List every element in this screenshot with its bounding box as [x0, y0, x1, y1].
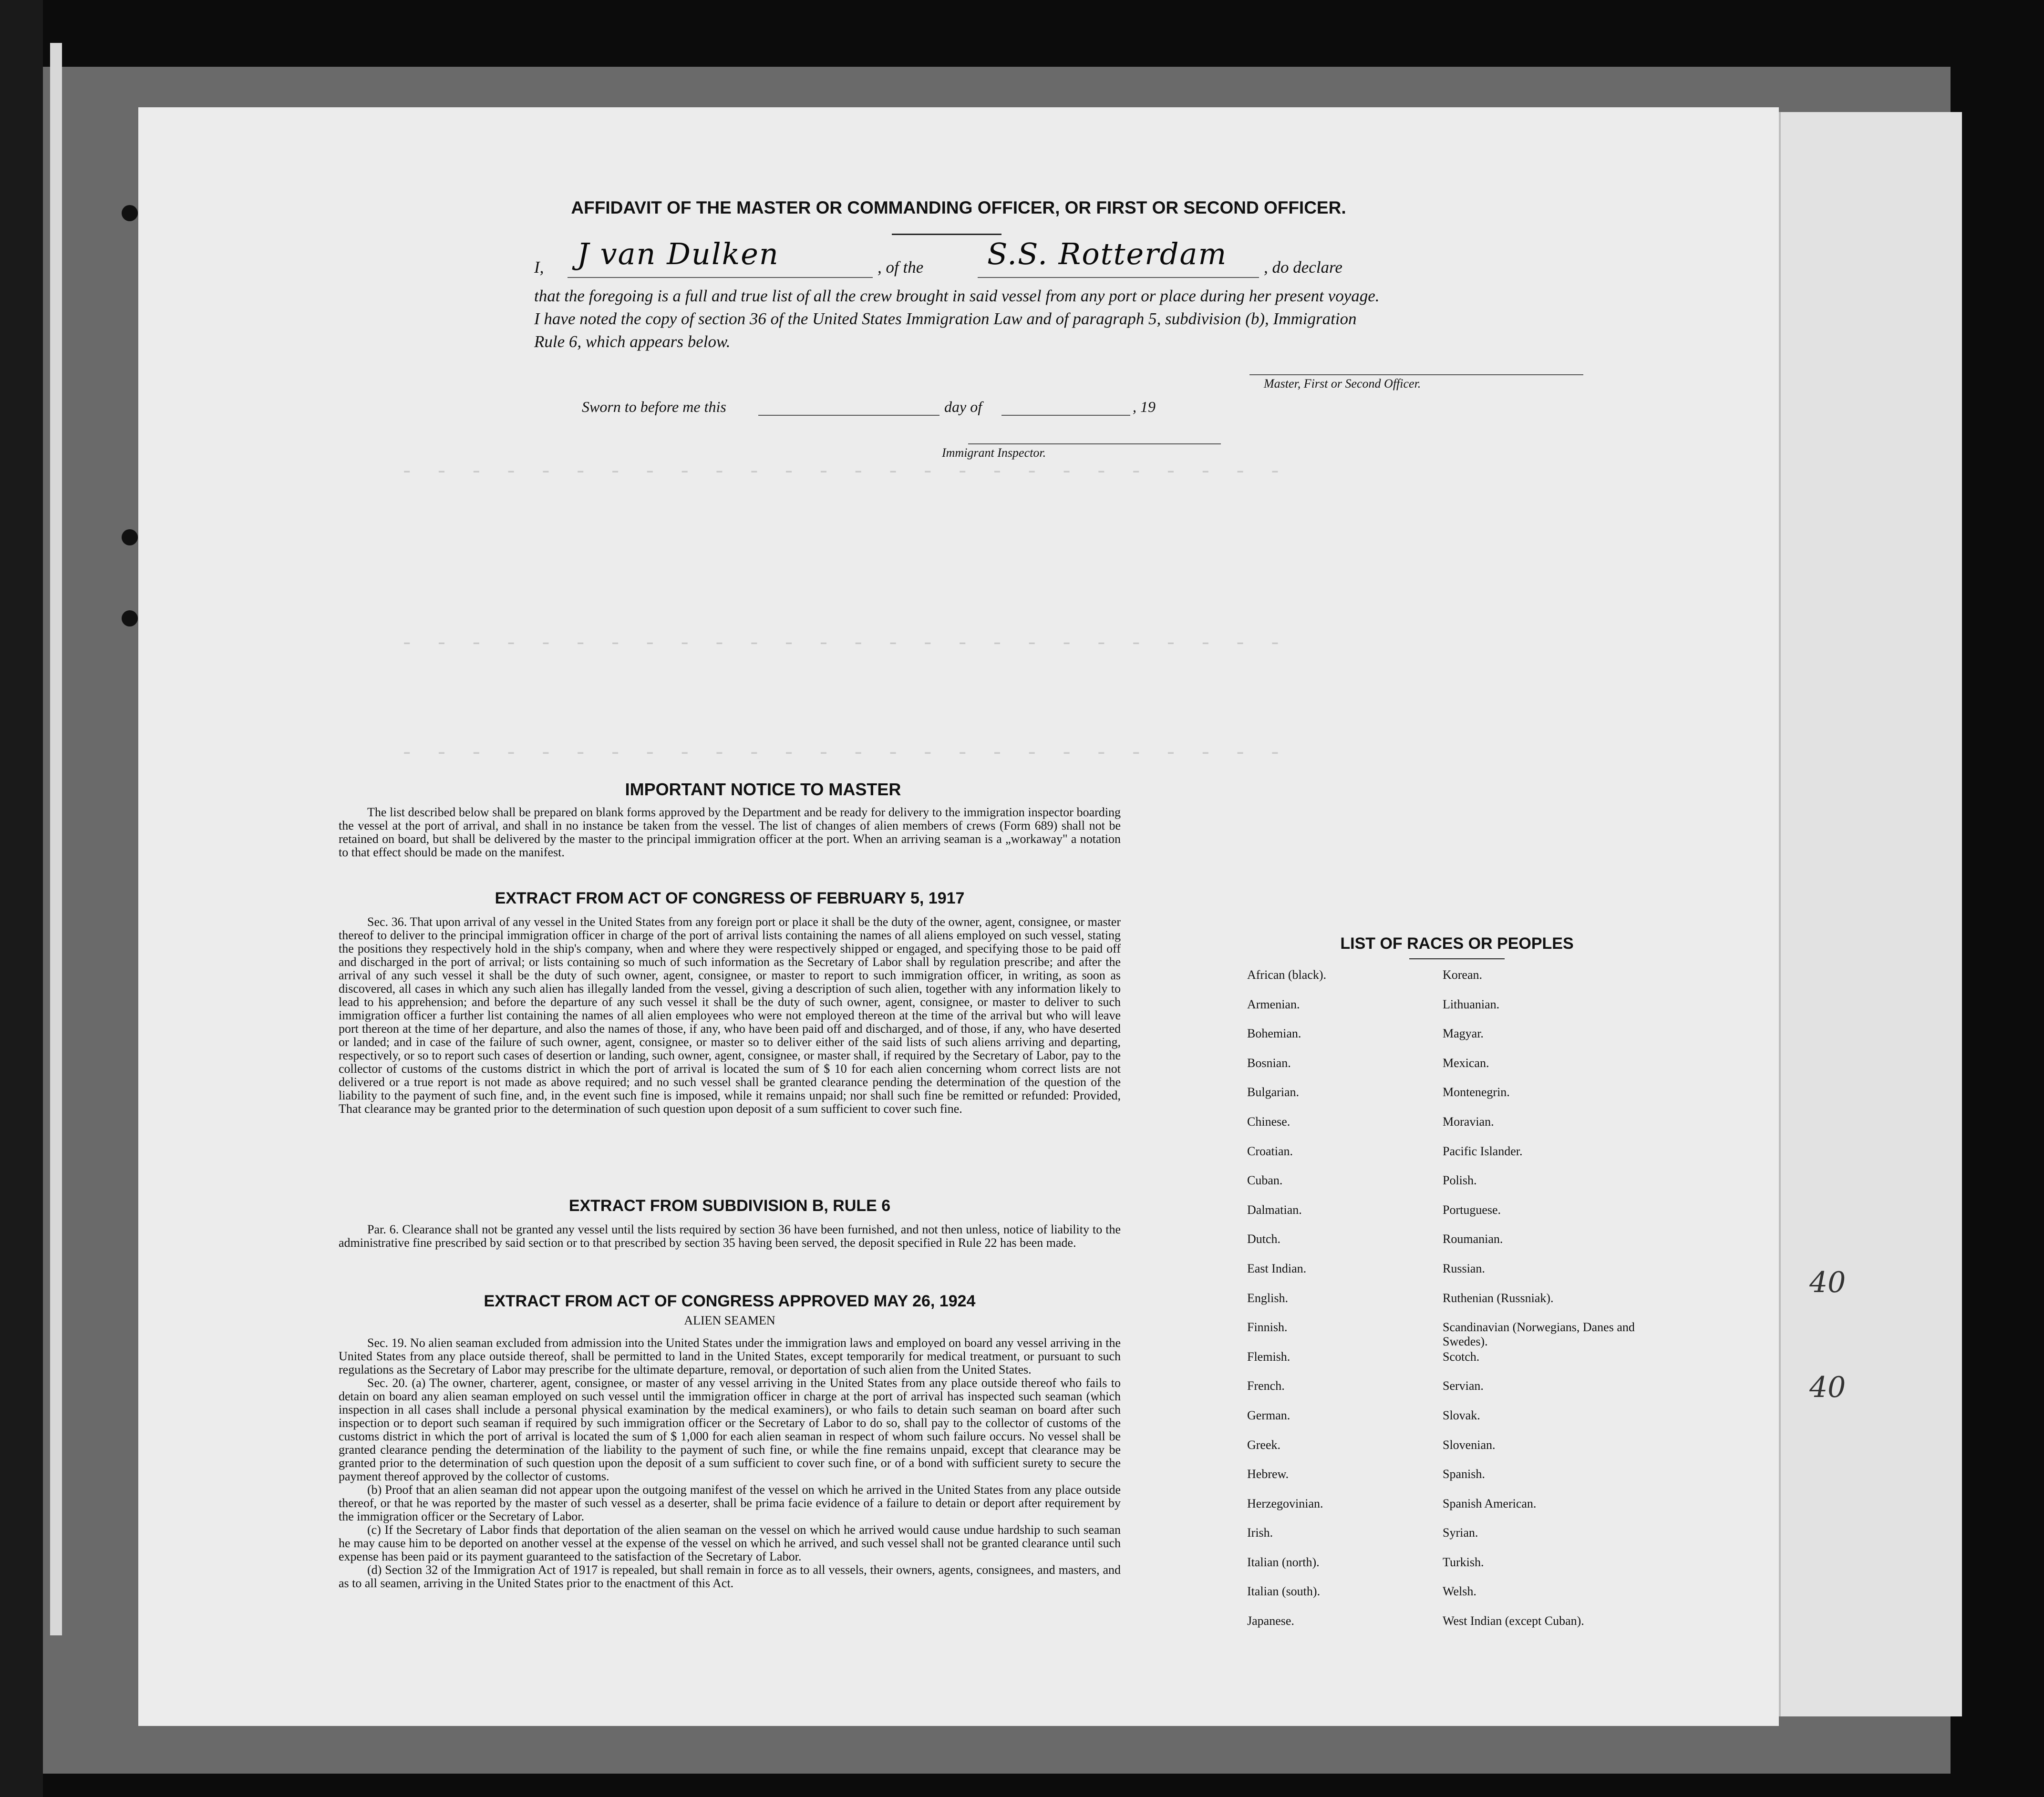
title-rule — [892, 234, 1001, 235]
race-item: East Indian. — [1247, 1261, 1307, 1275]
signature-label: Master, First or Second Officer. — [1264, 377, 1421, 390]
binding-hole — [122, 205, 138, 221]
affidavit-line-4: Rule 6, which appears below. — [534, 332, 731, 351]
race-item: Croatian. — [1247, 1144, 1293, 1158]
race-item: German. — [1247, 1408, 1290, 1422]
race-item: Irish. — [1247, 1526, 1273, 1540]
race-item: Servian. — [1443, 1379, 1484, 1393]
races-title: LIST OF RACES OR PEOPLES — [1340, 934, 1574, 953]
page-edge-strip — [50, 43, 62, 1635]
race-item: Syrian. — [1443, 1526, 1478, 1540]
race-item: Roumanian. — [1443, 1232, 1503, 1246]
race-item: Moravian. — [1443, 1114, 1494, 1129]
race-item: Pacific Islander. — [1443, 1144, 1523, 1158]
race-item: West Indian (except Cuban). — [1443, 1614, 1584, 1628]
extract-rule6-title: EXTRACT FROM SUBDIVISION B, RULE 6 — [568, 1197, 891, 1215]
extract-rule6-text: Par. 6. Clearance shall not be granted any vessel until the lists required by section 36 have been furnished, and not then unless, notice of liability to the administrative fine prescribed by said section or to that prescribed by section 35 having been served, the deposit specified in Rule 22 has been made. — [339, 1222, 1121, 1250]
race-item: Spanish. — [1443, 1467, 1485, 1481]
race-item: Flemish. — [1247, 1349, 1290, 1364]
affidavit-line-3: I have noted the copy of section 36 of the United States Immigration Law and of paragraph 5, subdivision (b), Immigration — [534, 309, 1357, 328]
race-item: Armenian. — [1247, 997, 1300, 1011]
race-item: Italian (south). — [1247, 1584, 1321, 1599]
extract-1924-title: EXTRACT FROM ACT OF CONGRESS APPROVED MAY 26, 1924 — [484, 1292, 976, 1310]
year-label: , 19 — [1133, 398, 1156, 415]
race-item: Lithuanian. — [1443, 997, 1500, 1011]
sworn-month-line — [1001, 415, 1130, 416]
race-item: Portuguese. — [1443, 1202, 1501, 1217]
notice-title: IMPORTANT NOTICE TO MASTER — [625, 780, 901, 799]
vessel-name-handwritten: S.S. Rotterdam — [987, 236, 1228, 271]
race-item: Bulgarian. — [1247, 1085, 1300, 1099]
binding-hole — [122, 610, 138, 626]
race-item: French. — [1247, 1379, 1285, 1393]
scan-left-edge — [0, 0, 43, 1797]
race-item: Slovak. — [1443, 1408, 1480, 1422]
race-item: Russian. — [1443, 1261, 1485, 1275]
race-item: Chinese. — [1247, 1114, 1290, 1129]
race-item: Herzegovinian. — [1247, 1496, 1323, 1510]
extract-1917-text: Sec. 36. That upon arrival of any vessel in the United States from any foreign port or place it shall be the duty of the owner, agent, consignee, or master thereof to deliver to the principal immigration officer in charge of the port of arrival lists containing the names of all aliens employed on such vessel, stating the positions they respectively hold in the ship's company, when and where they were respectively shipped or engaged, and specifying those to be paid off and discharged in the port of arrival; or lists containing so much of such information as the Secretary of Labor shall by regulation prescribe; and after the arrival of any such vessel it shall be the duty of such owner, agent, consignee, or master to report to such immigration officer, in writing, as soon as discovered, all cases in which any such alien has illegally landed from the vessel, giving a description of such alien, together with any information likely to lead to his apprehension; and before the departure of any such vessel it shall be the duty of such owner, agent, consignee, or master to deliver to such immigration officer a further list containing the names of all alien employees who were not employed thereon at the time of the arrival but who will leave port thereon at the time of her departure, and also the names of those, if any, who have been paid off and discharged, and of those, if any, who have deserted or landed; and in case of the failure of such owner, agent, consignee, or master so to deliver either of the said lists of such aliens arriving and departing, respectively, or so to report such cases of desertion or landing, such owner, agent, consignee, or master shall, if required by the Secretary of Labor, pay to the collector of customs of the customs district in which the port of arrival is located the sum of $ 10 for each alien concerning whom correct lists are not delivered or a true report is not made as above required; and no such vessel shall be granted clearance pending the determination of the question of the liability to the payment of such fine, and, in the event such fine is imposed, while it remains unpaid; nor shall such fine be remitted or refunded: Provided, That clearance may be granted prior to the determination of such question upon deposit of a sum sufficient to cover such fine. — [339, 915, 1121, 1116]
name-fill-line — [568, 277, 873, 278]
race-item: Welsh. — [1443, 1584, 1476, 1599]
races-title-rule — [1409, 958, 1505, 959]
extract-1924-subtitle: ALIEN SEAMEN — [684, 1314, 775, 1327]
race-item: Polish. — [1443, 1173, 1477, 1188]
race-item: Finnish. — [1247, 1320, 1288, 1335]
day-of-label: day of — [944, 398, 982, 415]
master-name-handwritten: J van Dulken — [577, 236, 779, 271]
inspector-label: Immigrant Inspector. — [942, 446, 1046, 460]
affidavit-title: AFFIDAVIT OF THE MASTER OR COMMANDING OFFICER, OR FIRST OR SECOND OFFICER. — [571, 198, 1346, 217]
race-item: Greek. — [1247, 1438, 1281, 1452]
races-right-column — [1443, 968, 1643, 1643]
bleed-through: - - - - - - - - - - - - - - - - - - - - - - - - - - — [401, 460, 1286, 484]
inspector-signature-line — [968, 443, 1221, 444]
bleed-through: - - - - - - - - - - - - - - - - - - - - - - - - - - — [401, 632, 1286, 656]
race-item: Slovenian. — [1443, 1438, 1496, 1452]
race-item: Cuban. — [1247, 1173, 1283, 1188]
race-item: Spanish American. — [1443, 1496, 1537, 1510]
race-item: Scandinavian (Norwegians, Danes and Swedes). — [1443, 1320, 1635, 1349]
race-item: Ruthenian (Russniak). — [1443, 1291, 1554, 1305]
race-item: Japanese. — [1247, 1614, 1294, 1628]
signature-line — [1249, 374, 1583, 375]
race-item: Turkish. — [1443, 1555, 1484, 1569]
manifest-page: - - - - - - - - - - - - - - - - - - - - - - - - - - - - - - - - - - - - - - - - - - - - - - - - - - - - - - - - - - - - - - - - - - - - - - - - - - - - - - AFFIDAVIT OF THE MASTER OR COMMANDING OFFICER, OR FIRST OR SECOND OFFICER. I, J van Dulken , of the S.S. Rotterdam , do declare that the foregoing is a full and true list of all the crew brought in said vessel from any port or place during her present voyage. I have noted the copy of section 36 of the United States Immigration Law and of paragraph 5, subdivision (b), Immigration Rule 6, which appears below. Master, First or Second Officer. Sworn to before me this day of , 19 Immigrant Inspector. IMPORTANT NOTICE TO MASTER The list described below shall be prepared on blank forms approved by the Department and be ready for delivery to the immigration inspector boarding the vessel at the port of arrival, and shall in no instance be taken from the vessel. The list of changes of alien members of crews (Form 689) shall not be retained on board, but shall be delivered by the master to the principal immigration officer at the port. When an arriving seaman is a „workaway" a notation to that effect should be made on the manifest. EXTRACT FROM ACT OF CONGRESS OF FEBRUARY 5, 1917 Sec. 36. That upon arrival of any vessel in the United States from any foreign port or place it shall be the duty of the owner, agent, consignee, or master thereof to deliver to the principal immigration officer in charge of the port of arrival lists containing the names of all aliens employed on such vessel, stating the positions they respectively hold in the ship's company, when and where they were respectively shipped or engaged, and specifying those to be paid off and discharged in the port of arrival; or lists containing so much of such information as the Secretary of Labor shall by regulation prescribe; and after the arrival of any such vessel it shall be the duty of such owner, agent, consignee, or master to report to such immigration officer, in writing, as soon as discovered, all cases in which any such alien has illegally landed from the vessel, giving a description of such alien, together with any information likely to lead to his apprehension; and before the departure of any such vessel it shall be the duty of such owner, agent, consignee, or master to deliver to such immigration officer a further list containing the names of all alien employees who were not employed thereon at the time of the arrival but who will leave port thereon at the time of her departure, and also the names of those, if any, who have been paid off and discharged, and of those, if any, who have deserted or landed; and in case of the failure of such owner, agent, consignee, or master so to deliver either of the said lists of such aliens arriving and departing, respectively, or so to report such cases of desertion or landing, such owner, agent, consignee, or master shall, if required by the Secretary of Labor, pay to the collector of customs of the customs district in which the port of arrival is located the sum of $ 10 for each alien concerning whom correct lists are not delivered or a true report is not made as above required; and no such vessel shall be granted clearance pending the determination of the question of the liability to the payment of such fine, and, in the event such fine is imposed, while it remains unpaid; nor shall such fine be remitted or refunded: Provided, That clearance may be granted prior to the determination of such question upon deposit of a sum sufficient to cover such fine. EXTRACT FROM SUBDIVISION B, RULE 6 Par. 6. Clearance shall not be granted any vessel until the lists required by section 36 have been furnished, and not then unless, notice of liability to the administrative fine prescribed by said section or to that prescribed by section 35 having been served, the deposit specified in Rule 22 has been made. EXTRACT FROM ACT OF CONGRESS APPROVED MAY 26, 1924 ALIEN SEAMEN Sec. 19. No alien seaman excluded from admission into the United States under the immigration laws and employed on board any vessel arriving in the United States from any place outside thereof, shall be permitted to land in the United States, except temporarily for medical treatment, or pursuant to such regulations as the Secretary of Labor may prescribe for the ultimate departure, removal, or deportation of such alien from the United States. Sec. 20. (a) The owner, charterer, agent, consignee, or master of any vessel arriving in the United States from any place outside thereof who fails to detain on board any alien seaman employed on such vessel until the immigration officer in charge at the port of arrival has inspected such seaman (which inspection in all cases shall include a personal physical examination by the medical examiners), or who fails to detain such seaman on board after such inspection or to deport such seaman if required by such immigration officer or the Secretary of Labor to do so, shall pay to the collector of customs of the customs district in which the port of arrival is located the sum of $ 1,000 for each alien seaman in respect of whom such failure occurs. No vessel shall be granted clearance pending the determination of the liability to the payment of such fine, or while the fine remains unpaid, except that clearance may be granted prior to the determination of such question upon the deposit of a sum sufficient to cover such fine, or of a bond with sufficient surety to secure the payment thereof approved by the collector of customs. (b) Proof that an alien seaman did not appear upon the outgoing manifest of the vessel on which he arrived in the United States from any place outside thereof, or that he was reported by the master of such vessel as a deserter, shall be prima facie evidence of a failure to detain or deport after requirement by the immigration officer or the Secretary of Labor. (c) If the Secretary of Labor finds that deportation of the alien seaman on the vessel on which he arrived would cause undue hardship to such seaman he may cause him to be deported on another vessel at the expense of the vessel on which he arrived, and such vessel shall not be granted clearance until such expense has been paid or its payment guaranteed to the satisfaction of the Secretary of Labor. (d) Section 32 of the Immigration Act of 1917 is repealed, but shall remain in force as to all vessels, their owners, agents, consignees, and masters, and as to all seamen, arriving in the United States prior to the enactment of this Act. LIST OF RACES OR PEOPLES African (black). Armenian. Bohemian. Bosnian. Bulgarian. Chinese. Croatian. Cuban. Dalmatian. Dutch. East Indian. English. Finnish. Flemish. French. German. Greek. Hebrew. Herzegovinian. Irish. Italian (north). Italian (south). Japanese. Korean. Lithuanian. Magyar. Mexican. Montenegrin. Moravian. Pacific Islander. Polish. Portuguese. Roumanian. Russian. Ruthenian (Russniak). Scandinavian (Norwegians, Danes and Swedes). Scotch. Servian. Slovak. Slovenian. Spanish. Spanish American. Syrian. Turkish. Welsh. West Indian (except Cuban). — [138, 107, 1779, 1726]
races-left-column — [1247, 968, 1447, 1643]
affidavit-line-2: that the foregoing is a full and true list of all the crew brought in said vessel from any port or place during her present voyage. — [534, 287, 1380, 305]
race-item: Mexican. — [1443, 1056, 1489, 1070]
race-item: Montenegrin. — [1443, 1085, 1510, 1099]
margin-mark: 40 — [1809, 1371, 1846, 1404]
race-item: Bohemian. — [1247, 1027, 1301, 1041]
race-item: Scotch. — [1443, 1349, 1480, 1364]
extract-1917-title: EXTRACT FROM ACT OF CONGRESS OF FEBRUARY 5, 1917 — [495, 889, 965, 907]
race-item: Italian (north). — [1247, 1555, 1320, 1569]
race-item: Magyar. — [1443, 1027, 1484, 1041]
binding-hole — [122, 529, 138, 545]
race-item: Dalmatian. — [1247, 1202, 1302, 1217]
sworn-day-line — [758, 415, 939, 416]
extract-1924-text: Sec. 19. No alien seaman excluded from admission into the United States under the immigration laws and employed on board any vessel arriving in the United States from any place outside thereof, shall be permitted to land in the United States, except temporarily for medical treatment, or pursuant to such regulations as the Secretary of Labor may prescribe for the ultimate departure, removal, or deportation of such alien from the United States. Sec. 20. (a) The owner, charterer, agent, consignee, or master of any vessel arriving in the United States from any place outside thereof who fails to detain on board any alien seaman employed on such vessel until the immigration officer in charge at the port of arrival has inspected such seaman (which inspection in all cases shall include a personal physical examination by the medical examiners), or who fails to detain such seaman on board after such inspection or to deport such seaman if required by such immigration officer or the Secretary of Labor to do so, shall pay to the collector of customs of the customs district in which the port of arrival is located the sum of $ 1,000 for each alien seaman in respect of whom such failure occurs. No vessel shall be granted clearance pending the determination of the liability to the payment of such fine, or while the fine remains unpaid, except that clearance may be granted prior to the determination of such question upon the deposit of a sum sufficient to cover such fine, or of a bond with sufficient surety to secure the payment thereof approved by the collector of customs. (b) Proof that an alien seaman did not appear upon the outgoing manifest of the vessel on which he arrived in the United States from any place outside thereof, or that he was reported by the master of such vessel as a deserter, shall be prima facie evidence of a failure to detain or deport after requirement by the immigration officer or the Secretary of Labor. (c) If the Secretary of Labor finds that deportation of the alien seaman on the vessel on which he arrived would cause undue hardship to such seaman he may cause him to be deported on another vessel at the expense of the vessel on which he arrived, and such vessel shall not be granted clearance until such expense has been paid or its payment guaranteed to the satisfaction of the Secretary of Labor. (d) Section 32 of the Immigration Act of 1917 is repealed, but shall remain in force as to all vessels, their owners, agents, consignees, and masters, and as to all seamen, arriving in the United States prior to the enactment of this Act. — [339, 1336, 1121, 1590]
adjacent-page-edge — [1779, 112, 1962, 1716]
race-item: Bosnian. — [1247, 1056, 1291, 1070]
race-item: Korean. — [1443, 968, 1483, 982]
sworn-label: Sworn to before me this — [582, 398, 726, 415]
race-item: Dutch. — [1247, 1232, 1281, 1246]
vessel-fill-line — [978, 277, 1259, 278]
race-item: English. — [1247, 1291, 1288, 1305]
notice-text: The list described below shall be prepared on blank forms approved by the Department and be ready for delivery to the immigration inspector boarding the vessel at the port of arrival, and shall in no instance be taken from the vessel. The list of changes of alien members of crews (Form 689) shall not be retained on board, but shall be delivered by the master to the principal immigration officer at the port. When an arriving seaman is a „workaway" a notation to that effect should be made on the manifest. — [339, 805, 1121, 859]
bleed-through: - - - - - - - - - - - - - - - - - - - - - - - - - - — [401, 741, 1286, 765]
margin-mark: 40 — [1809, 1266, 1846, 1299]
race-item: Hebrew. — [1247, 1467, 1289, 1481]
race-item: African (black). — [1247, 968, 1327, 982]
